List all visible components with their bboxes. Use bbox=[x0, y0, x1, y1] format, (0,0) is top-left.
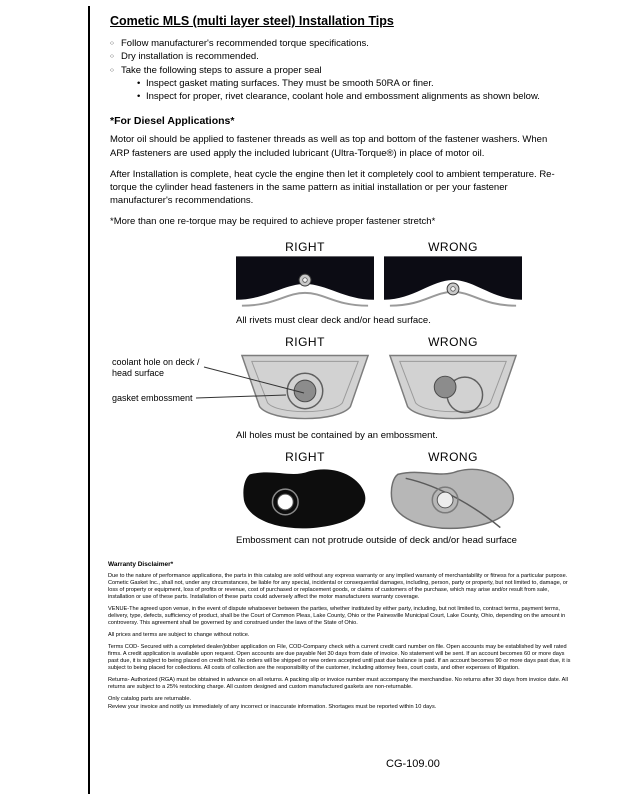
list-item: • Inspect for proper, rivet clearance, coolant hole and embossment alignments as shown below. bbox=[135, 90, 572, 103]
rivet-clearance-right-figure bbox=[236, 256, 374, 312]
right-panel bbox=[236, 240, 374, 312]
installation-tips-list bbox=[110, 37, 572, 103]
diesel-paragraph-1: Motor oil should be applied to fastener threads as well as top and bottom of the fastener washers. When ARP fasteners are used apply the included lubricant (Ultra-Torque®) in place of motor oil. bbox=[110, 134, 548, 159]
protrusion-wrong-figure bbox=[384, 466, 522, 532]
diagram-panels bbox=[236, 335, 572, 427]
right-panel bbox=[236, 335, 374, 427]
page-number-code: CG-109.00 bbox=[386, 758, 440, 770]
right-label: RIGHT bbox=[285, 240, 325, 255]
page-title: Cometic MLS (multi layer steel) Installation Tips bbox=[110, 14, 394, 28]
left-border-rule bbox=[88, 6, 90, 794]
right-label: RIGHT bbox=[285, 335, 325, 350]
embossment-right-figure bbox=[236, 351, 374, 427]
warranty-paragraph: Terms COD- Secured with a completed dealer/jobber application on File, COD-Company check with a current credit card number on file. Open accounts may be established by well rated firms. A credit application is available upon request. Open accounts are due payable Net 30 days from date of invoice. No statement will be sent. If an account becomes 60 or more days past due, it is subject to being placed on credit hold. No orders will be shipped or new orders accepted until past due balance is paid. If an account becomes 90 or more days past due, it is subject to being placed for collections. All costs of collection are the responsibility of the customer, including attorney fees, court costs, and other expenses of litigation. bbox=[108, 643, 571, 671]
list-item-text: Take the following steps to assure a proper seal bbox=[121, 64, 322, 76]
list-item bbox=[110, 64, 572, 104]
list-item: • Inspect gasket mating surfaces. They must be smooth 50RA or finer. bbox=[135, 77, 572, 90]
list-item: ○ Dry installation is recommended. bbox=[110, 50, 572, 63]
warranty-paragraph: Due to the nature of performance applications, the parts in this catalog are sold without any express warranty or any implied warranty of merchantability or fitness for a particular purpose. Cometic Gasket Inc., shall not, under any circumstances, be liable for any special, incidental or consequential damages, including, person, party or property, but not limited to, damage, or loss of property or equipment, loss of profits or revenue, cost of purchased or replacement goods, or claims of customers of the purchase, which may arise and/or result from sale, installation or use of these parts. Installation of these parts could adversely affect the motor manufacturers warranty coverage. bbox=[108, 572, 568, 600]
right-label: RIGHT bbox=[285, 449, 325, 464]
wrong-label: WRONG bbox=[428, 335, 478, 350]
wrong-panel bbox=[384, 240, 522, 312]
diagram-panels bbox=[236, 450, 572, 532]
proper-seal-sublist bbox=[135, 77, 572, 104]
warranty-paragraph: All prices and terms are subject to change without notice. bbox=[108, 631, 250, 638]
diagram-row-embossment-protrusion bbox=[108, 450, 572, 547]
rivet-clearance-wrong-figure bbox=[384, 256, 522, 312]
diagram-caption: All rivets must clear deck and/or head surface. bbox=[236, 315, 431, 327]
wrong-label: WRONG bbox=[428, 449, 478, 464]
protrusion-right-figure bbox=[236, 466, 374, 532]
warranty-paragraph: VENUE-The agreed upon venue, in the event of dispute whatsoever between the parties, whether instituted by either party, including, but not limited to, contract terms, payment terms, delivery, type, defects, sufficiency of product, shall be the Court of Common Pleas, Lake County, Ohio or the Painesville Municipal Court, Lake County, Ohio, depending on the amount in controversy. This agreement shall be governed by and construed under the laws of the State of Ohio. bbox=[108, 605, 566, 626]
page-content bbox=[108, 14, 572, 716]
wrong-panel bbox=[384, 335, 522, 427]
warranty-paragraph: Only catalog parts are returnable. bbox=[108, 695, 192, 702]
diagram-panels bbox=[236, 240, 572, 312]
gasket-embossment-label: gasket embossment bbox=[112, 393, 193, 404]
warranty-paragraph: Returns- Authorized (RGA) must be obtained in advance on all returns. A packing slip or invoice number must accompany the merchandise. No returns after 30 days from invoice date. All returns are subject to a 25% restocking charge. All custom designed and custom manufactured gaskets are non-returnable. bbox=[108, 676, 568, 690]
right-panel bbox=[236, 450, 374, 532]
embossment-wrong-figure bbox=[384, 351, 522, 427]
diesel-applications-heading: *For Diesel Applications* bbox=[110, 115, 235, 128]
wrong-label: WRONG bbox=[428, 240, 478, 255]
warranty-disclaimer-section bbox=[108, 561, 576, 711]
wrong-panel bbox=[384, 450, 522, 532]
warranty-heading: Warranty Disclaimer* bbox=[108, 560, 174, 568]
diagram-caption: All holes must be contained by an embossment. bbox=[236, 430, 438, 442]
retorque-note: *More than one re-torque may be required to achieve proper fastener stretch* bbox=[110, 216, 436, 228]
diagram-row-embossment-containment bbox=[108, 335, 572, 442]
diagram-caption: Embossment can not protrude outside of deck and/or head surface bbox=[236, 534, 517, 546]
diesel-paragraph-2: After Installation is complete, heat cycle the engine then let it completely cool to ambient temperature. Re-torque the cylinder head fasteners in the same pattern as initial installation or per your fastener manufacturer's recommendations. bbox=[110, 168, 555, 206]
list-item: ○ Follow manufacturer's recommended torque specifications. bbox=[110, 37, 572, 50]
diagram-row-rivet-clearance bbox=[108, 240, 572, 327]
warranty-paragraph: Review your invoice and notify us immediately of any incorrect or inaccurate information. Shortages must be reported within 10 days. bbox=[108, 703, 437, 710]
coolant-hole-label: coolant hole on deck / head surface bbox=[112, 357, 200, 379]
